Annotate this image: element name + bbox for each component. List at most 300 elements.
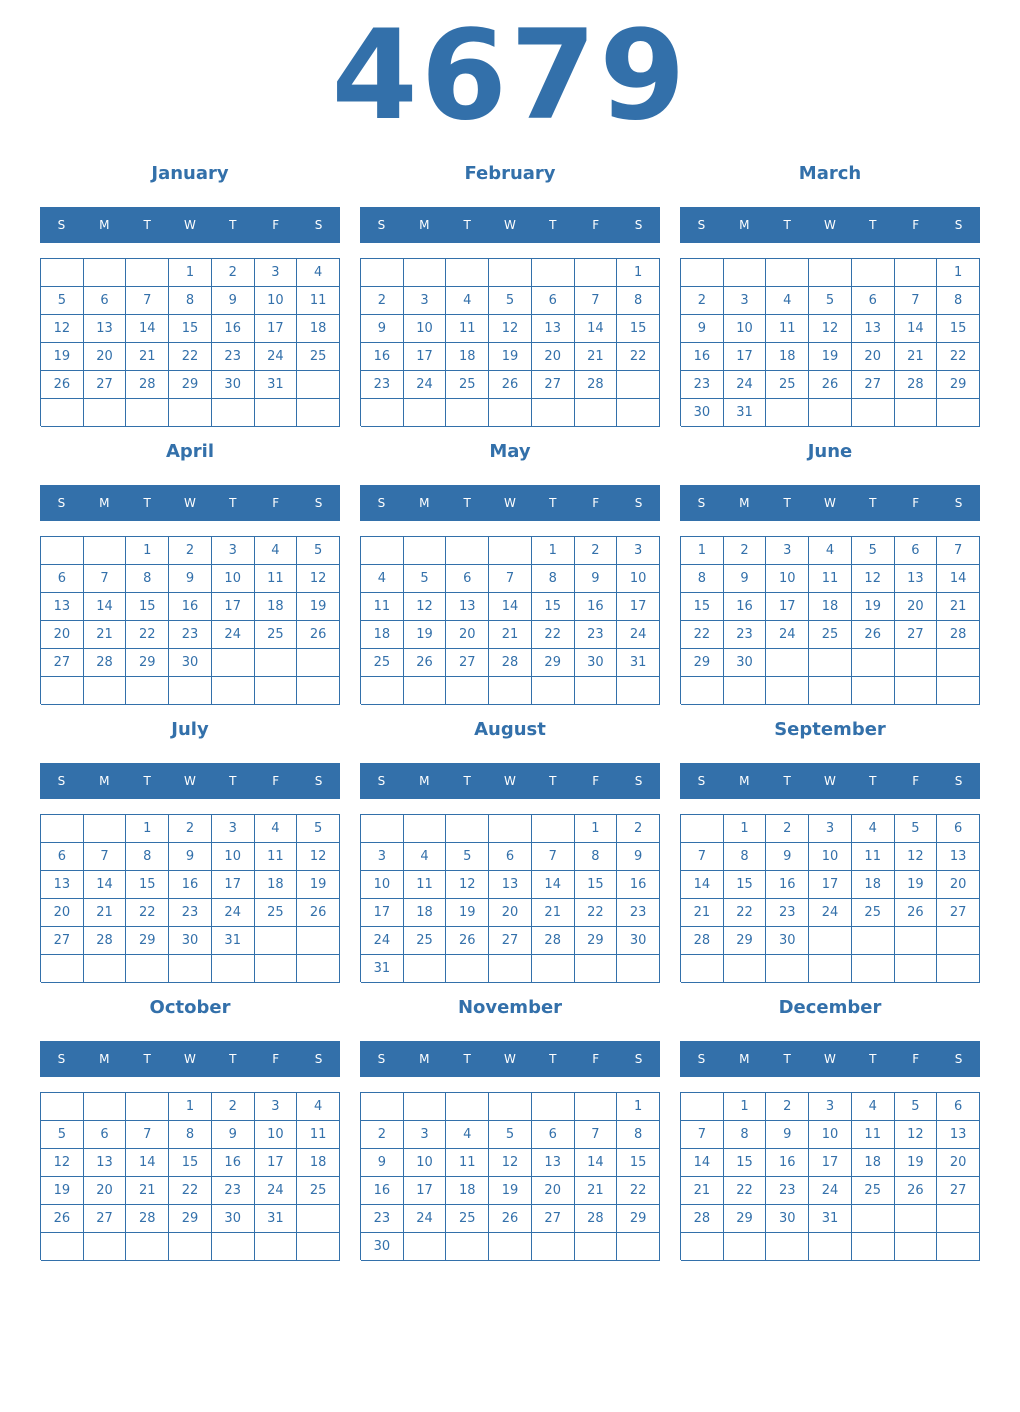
day-cell: 21 — [575, 1177, 618, 1205]
empty-day-cell — [41, 955, 84, 983]
weekday-header — [680, 1041, 980, 1077]
day-cell: 7 — [681, 843, 724, 871]
empty-day-cell — [895, 399, 938, 427]
empty-day-cell — [809, 1233, 852, 1261]
weekday-label: W — [504, 218, 516, 232]
day-cell: 31 — [809, 1205, 852, 1233]
day-cell: 24 — [724, 371, 767, 399]
empty-day-cell — [41, 677, 84, 705]
day-cell: 3 — [212, 815, 255, 843]
day-cell: 4 — [766, 287, 809, 315]
empty-day-cell — [937, 677, 980, 705]
day-cell: 20 — [937, 871, 980, 899]
day-cell: 18 — [766, 343, 809, 371]
empty-day-cell — [404, 815, 447, 843]
empty-day-cell — [809, 399, 852, 427]
empty-day-cell — [404, 955, 447, 983]
day-cell: 10 — [724, 315, 767, 343]
day-cell: 4 — [852, 1093, 895, 1121]
day-cell: 6 — [937, 815, 980, 843]
empty-day-cell — [937, 1233, 980, 1261]
day-cell: 4 — [255, 537, 298, 565]
day-cell: 6 — [84, 1121, 127, 1149]
day-cell: 21 — [937, 593, 980, 621]
day-cell: 11 — [446, 1149, 489, 1177]
day-cell: 21 — [532, 899, 575, 927]
day-cell: 22 — [937, 343, 980, 371]
day-cell: 29 — [575, 927, 618, 955]
day-cell: 4 — [297, 1093, 340, 1121]
empty-day-cell — [937, 955, 980, 983]
empty-day-cell — [489, 537, 532, 565]
day-cell: 26 — [809, 371, 852, 399]
empty-day-cell — [532, 955, 575, 983]
weekday-label: F — [912, 774, 920, 788]
weekday-label: M — [99, 1052, 110, 1066]
day-cell: 16 — [169, 593, 212, 621]
day-cell: 14 — [532, 871, 575, 899]
weekday-label: S — [954, 218, 963, 232]
day-cell: 15 — [575, 871, 618, 899]
day-cell: 23 — [681, 371, 724, 399]
day-cell: 5 — [297, 537, 340, 565]
day-cell: 12 — [297, 565, 340, 593]
weekday-label: T — [229, 774, 237, 788]
month-name: May — [489, 441, 531, 462]
day-cell: 11 — [809, 565, 852, 593]
weekday-label: F — [272, 1052, 280, 1066]
empty-day-cell — [809, 649, 852, 677]
day-cell: 30 — [575, 649, 618, 677]
empty-day-cell — [766, 955, 809, 983]
weekday-label: S — [377, 218, 386, 232]
weekday-label: F — [592, 774, 600, 788]
empty-day-cell — [361, 259, 404, 287]
empty-day-cell — [937, 649, 980, 677]
day-cell: 13 — [41, 593, 84, 621]
day-cell: 15 — [617, 315, 660, 343]
month-name: October — [149, 997, 231, 1018]
day-cell: 30 — [212, 1205, 255, 1233]
empty-day-cell — [126, 259, 169, 287]
day-cell: 22 — [169, 1177, 212, 1205]
day-cell: 24 — [255, 1177, 298, 1205]
day-cell: 24 — [617, 621, 660, 649]
day-cell: 20 — [446, 621, 489, 649]
day-cell: 15 — [937, 315, 980, 343]
empty-day-cell — [766, 1233, 809, 1261]
month-name: June — [807, 441, 853, 462]
empty-day-cell — [724, 1233, 767, 1261]
weekday-label: F — [272, 496, 280, 510]
day-cell: 18 — [361, 621, 404, 649]
day-cell: 24 — [361, 927, 404, 955]
day-cell: 20 — [532, 1177, 575, 1205]
day-cell: 3 — [404, 1121, 447, 1149]
day-cell: 11 — [766, 315, 809, 343]
day-cell: 26 — [446, 927, 489, 955]
weekday-label: S — [634, 774, 643, 788]
empty-day-cell — [84, 259, 127, 287]
day-cell: 24 — [212, 899, 255, 927]
weekday-label: W — [184, 1052, 196, 1066]
day-cell: 3 — [766, 537, 809, 565]
month-november — [360, 994, 660, 1254]
day-cell: 17 — [361, 899, 404, 927]
day-cell: 19 — [895, 1149, 938, 1177]
empty-day-cell — [84, 1233, 127, 1261]
day-cell: 20 — [895, 593, 938, 621]
month-name: February — [464, 163, 556, 184]
day-cell: 7 — [532, 843, 575, 871]
weekday-header — [680, 763, 980, 799]
empty-day-cell — [575, 1233, 618, 1261]
day-cell: 7 — [126, 1121, 169, 1149]
day-cell: 6 — [41, 565, 84, 593]
empty-day-cell — [809, 955, 852, 983]
day-cell: 16 — [212, 315, 255, 343]
day-cell: 31 — [255, 371, 298, 399]
day-cell: 2 — [169, 815, 212, 843]
day-cell: 9 — [361, 1149, 404, 1177]
empty-day-cell — [446, 815, 489, 843]
day-cell: 29 — [169, 371, 212, 399]
empty-day-cell — [532, 1093, 575, 1121]
empty-day-cell — [766, 259, 809, 287]
day-cell: 28 — [575, 1205, 618, 1233]
day-cell: 25 — [809, 621, 852, 649]
day-cell: 2 — [212, 1093, 255, 1121]
weekday-label: W — [824, 218, 836, 232]
empty-day-cell — [126, 677, 169, 705]
day-cell: 23 — [766, 899, 809, 927]
day-grid — [40, 1092, 340, 1260]
empty-day-cell — [84, 537, 127, 565]
empty-day-cell — [404, 537, 447, 565]
day-cell: 28 — [489, 649, 532, 677]
empty-day-cell — [489, 259, 532, 287]
empty-day-cell — [532, 815, 575, 843]
empty-day-cell — [297, 1205, 340, 1233]
day-grid — [360, 536, 660, 704]
empty-day-cell — [681, 1093, 724, 1121]
weekday-label: F — [912, 1052, 920, 1066]
day-cell: 2 — [617, 815, 660, 843]
day-cell: 1 — [937, 259, 980, 287]
day-cell: 9 — [766, 1121, 809, 1149]
day-cell: 17 — [212, 593, 255, 621]
weekday-label: W — [824, 1052, 836, 1066]
empty-day-cell — [852, 1205, 895, 1233]
day-cell: 18 — [446, 343, 489, 371]
day-cell: 29 — [169, 1205, 212, 1233]
day-cell: 17 — [404, 1177, 447, 1205]
weekday-label: T — [783, 496, 791, 510]
months-grid — [40, 160, 980, 1254]
empty-day-cell — [212, 399, 255, 427]
month-february — [360, 160, 660, 416]
weekday-label: M — [739, 496, 750, 510]
day-cell: 26 — [895, 1177, 938, 1205]
day-cell: 9 — [169, 843, 212, 871]
day-cell: 12 — [895, 843, 938, 871]
weekday-label: S — [314, 774, 323, 788]
empty-day-cell — [255, 399, 298, 427]
empty-day-cell — [126, 955, 169, 983]
day-cell: 25 — [446, 371, 489, 399]
day-cell: 9 — [617, 843, 660, 871]
day-cell: 8 — [617, 1121, 660, 1149]
month-may — [360, 438, 660, 694]
day-cell: 19 — [297, 593, 340, 621]
day-cell: 28 — [575, 371, 618, 399]
day-grid — [40, 258, 340, 426]
day-cell: 23 — [617, 899, 660, 927]
weekday-label: T — [783, 1052, 791, 1066]
day-cell: 13 — [937, 1121, 980, 1149]
day-cell: 21 — [681, 899, 724, 927]
empty-day-cell — [297, 927, 340, 955]
weekday-label: F — [912, 218, 920, 232]
empty-day-cell — [852, 649, 895, 677]
weekday-label: W — [824, 774, 836, 788]
day-cell: 10 — [361, 871, 404, 899]
weekday-label: S — [697, 218, 706, 232]
day-cell: 17 — [809, 1149, 852, 1177]
empty-day-cell — [852, 399, 895, 427]
weekday-label: M — [419, 218, 430, 232]
month-name: September — [774, 719, 886, 740]
day-cell: 31 — [724, 399, 767, 427]
month-name: November — [457, 997, 563, 1018]
day-cell: 31 — [361, 955, 404, 983]
day-cell: 16 — [617, 871, 660, 899]
weekday-header — [40, 1041, 340, 1077]
weekday-label: W — [184, 218, 196, 232]
day-cell: 11 — [852, 843, 895, 871]
weekday-label: T — [783, 218, 791, 232]
empty-day-cell — [404, 259, 447, 287]
day-cell: 15 — [169, 315, 212, 343]
day-cell: 25 — [297, 343, 340, 371]
day-cell: 13 — [41, 871, 84, 899]
day-cell: 23 — [724, 621, 767, 649]
empty-day-cell — [681, 815, 724, 843]
empty-day-cell — [404, 399, 447, 427]
day-cell: 28 — [84, 649, 127, 677]
day-cell: 12 — [41, 315, 84, 343]
day-cell: 19 — [446, 899, 489, 927]
day-cell: 30 — [724, 649, 767, 677]
day-grid — [360, 258, 660, 426]
day-cell: 9 — [724, 565, 767, 593]
day-cell: 16 — [724, 593, 767, 621]
day-cell: 22 — [617, 343, 660, 371]
weekday-label: S — [377, 1052, 386, 1066]
month-june — [680, 438, 980, 694]
weekday-label: T — [463, 774, 471, 788]
day-cell: 3 — [255, 259, 298, 287]
weekday-label: T — [783, 774, 791, 788]
empty-day-cell — [937, 1205, 980, 1233]
day-cell: 28 — [681, 1205, 724, 1233]
day-cell: 19 — [895, 871, 938, 899]
empty-day-cell — [212, 955, 255, 983]
day-cell: 25 — [297, 1177, 340, 1205]
weekday-label: T — [229, 1052, 237, 1066]
empty-day-cell — [446, 677, 489, 705]
empty-day-cell — [446, 1093, 489, 1121]
day-cell: 5 — [41, 287, 84, 315]
weekday-label: F — [592, 496, 600, 510]
day-cell: 30 — [212, 371, 255, 399]
day-cell: 14 — [489, 593, 532, 621]
day-cell: 6 — [84, 287, 127, 315]
weekday-label: M — [419, 1052, 430, 1066]
day-cell: 7 — [84, 565, 127, 593]
day-cell: 3 — [212, 537, 255, 565]
day-cell: 24 — [404, 371, 447, 399]
day-cell: 8 — [724, 1121, 767, 1149]
weekday-label: F — [272, 774, 280, 788]
day-cell: 6 — [446, 565, 489, 593]
day-cell: 4 — [404, 843, 447, 871]
day-cell: 14 — [575, 315, 618, 343]
day-cell: 14 — [681, 871, 724, 899]
empty-day-cell — [126, 399, 169, 427]
day-cell: 19 — [489, 343, 532, 371]
weekday-label: T — [869, 496, 877, 510]
day-cell: 16 — [212, 1149, 255, 1177]
day-cell: 26 — [41, 371, 84, 399]
day-cell: 27 — [41, 927, 84, 955]
weekday-label: F — [272, 218, 280, 232]
day-cell: 13 — [937, 843, 980, 871]
day-cell: 25 — [404, 927, 447, 955]
weekday-label: F — [912, 496, 920, 510]
empty-day-cell — [169, 1233, 212, 1261]
day-cell: 24 — [809, 1177, 852, 1205]
day-cell: 21 — [84, 621, 127, 649]
day-cell: 20 — [489, 899, 532, 927]
empty-day-cell — [361, 815, 404, 843]
day-cell: 7 — [575, 287, 618, 315]
day-cell: 21 — [489, 621, 532, 649]
empty-day-cell — [446, 955, 489, 983]
empty-day-cell — [404, 677, 447, 705]
month-name: July — [171, 719, 209, 740]
day-cell: 27 — [937, 1177, 980, 1205]
year-title: 4679 — [331, 4, 689, 148]
day-cell: 14 — [575, 1149, 618, 1177]
day-cell: 18 — [297, 315, 340, 343]
day-cell: 3 — [255, 1093, 298, 1121]
day-cell: 27 — [446, 649, 489, 677]
day-cell: 28 — [126, 1205, 169, 1233]
day-cell: 20 — [41, 621, 84, 649]
day-cell: 16 — [766, 1149, 809, 1177]
day-cell: 13 — [852, 315, 895, 343]
weekday-label: M — [739, 218, 750, 232]
day-cell: 21 — [575, 343, 618, 371]
day-cell: 3 — [809, 1093, 852, 1121]
day-cell: 2 — [361, 1121, 404, 1149]
day-cell: 18 — [852, 1149, 895, 1177]
day-cell: 12 — [489, 1149, 532, 1177]
day-cell: 5 — [809, 287, 852, 315]
day-cell: 6 — [852, 287, 895, 315]
day-cell: 10 — [404, 315, 447, 343]
weekday-label: T — [143, 496, 151, 510]
weekday-label: W — [184, 774, 196, 788]
day-cell: 24 — [404, 1205, 447, 1233]
empty-day-cell — [895, 927, 938, 955]
day-cell: 9 — [681, 315, 724, 343]
empty-day-cell — [297, 371, 340, 399]
empty-day-cell — [126, 1093, 169, 1121]
day-grid — [680, 536, 980, 704]
empty-day-cell — [489, 955, 532, 983]
month-march — [680, 160, 980, 420]
day-cell: 10 — [617, 565, 660, 593]
empty-day-cell — [724, 259, 767, 287]
day-cell: 18 — [404, 899, 447, 927]
weekday-header — [680, 485, 980, 521]
empty-day-cell — [361, 1093, 404, 1121]
empty-day-cell — [852, 1233, 895, 1261]
day-cell: 18 — [297, 1149, 340, 1177]
empty-day-cell — [255, 955, 298, 983]
empty-day-cell — [532, 259, 575, 287]
weekday-header — [360, 1041, 660, 1077]
empty-day-cell — [575, 1093, 618, 1121]
day-cell: 24 — [255, 343, 298, 371]
day-cell: 19 — [852, 593, 895, 621]
day-cell: 1 — [617, 1093, 660, 1121]
day-cell: 23 — [212, 343, 255, 371]
day-cell: 11 — [404, 871, 447, 899]
day-grid — [40, 536, 340, 704]
day-cell: 10 — [766, 565, 809, 593]
empty-day-cell — [852, 955, 895, 983]
empty-day-cell — [361, 537, 404, 565]
day-cell: 2 — [361, 287, 404, 315]
day-cell: 26 — [404, 649, 447, 677]
weekday-label: T — [143, 1052, 151, 1066]
day-cell: 7 — [895, 287, 938, 315]
day-cell: 8 — [681, 565, 724, 593]
weekday-label: S — [634, 218, 643, 232]
empty-day-cell — [41, 815, 84, 843]
weekday-header — [40, 207, 340, 243]
empty-day-cell — [895, 259, 938, 287]
day-cell: 16 — [361, 1177, 404, 1205]
month-name: December — [778, 997, 882, 1018]
weekday-label: T — [869, 774, 877, 788]
day-cell: 2 — [766, 815, 809, 843]
empty-day-cell — [852, 677, 895, 705]
day-cell: 22 — [681, 621, 724, 649]
empty-day-cell — [766, 399, 809, 427]
weekday-label: S — [697, 496, 706, 510]
weekday-label: T — [549, 774, 557, 788]
day-cell: 25 — [852, 899, 895, 927]
day-cell: 30 — [681, 399, 724, 427]
empty-day-cell — [446, 259, 489, 287]
day-cell: 13 — [446, 593, 489, 621]
empty-day-cell — [575, 677, 618, 705]
day-cell: 13 — [84, 1149, 127, 1177]
